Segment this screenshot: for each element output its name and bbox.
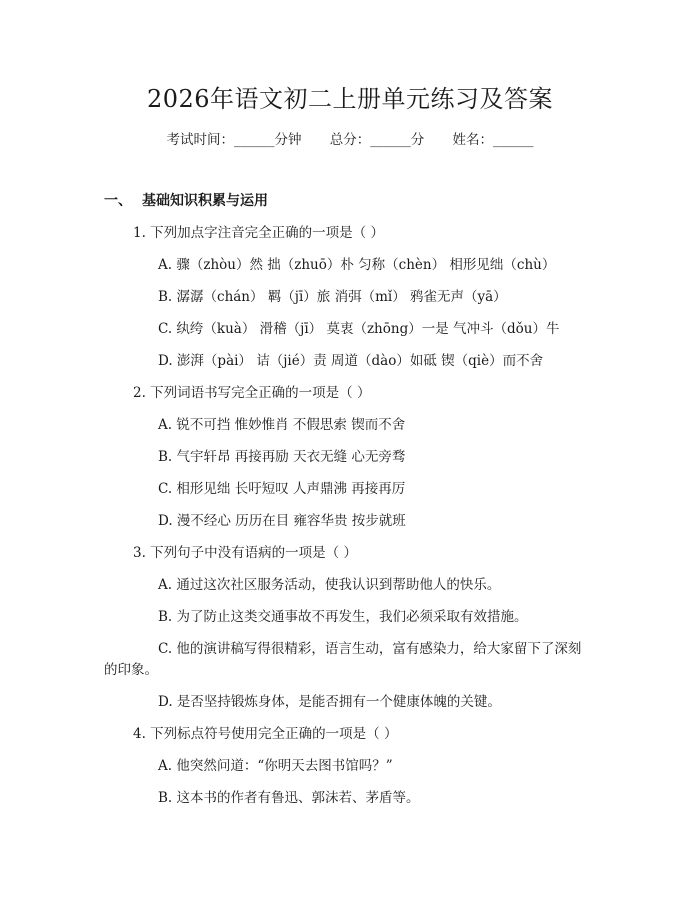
question-option: C. 纨绔（kuà） 滑稽（jī） 莫衷（zhōng）一是 气冲斗（dǒu）牛 <box>158 321 560 337</box>
total-score-field: 总分：______分 <box>329 132 425 148</box>
question-stem: 1. 下列加点字注音完全正确的一项是（ ） <box>133 225 384 241</box>
section-title: 基础知识积累与运用 <box>142 193 268 209</box>
question-option-continued: 的印象。 <box>104 662 158 678</box>
question-option: B. 这本书的作者有鲁迅、郭沫若、茅盾等。 <box>158 790 420 806</box>
question-option: D. 澎湃（pài） 诘（jié）责 周道（dào）如砥 锲（qiè）而不舍 <box>158 353 544 369</box>
question-stem: 4. 下列标点符号使用完全正确的一项是（ ） <box>133 726 398 742</box>
question-stem: 2. 下列词语书写完全正确的一项是（ ） <box>133 385 371 401</box>
question-option: C. 相形见绌 长吁短叹 人声鼎沸 再接再厉 <box>158 481 406 497</box>
question-option: D. 是否坚持锻炼身体，是能否拥有一个健康体魄的关键。 <box>158 694 501 710</box>
question-option: A. 通过这次社区服务活动，使我认识到帮助他人的快乐。 <box>158 577 501 593</box>
question-option: A. 锐不可挡 惟妙惟肖 不假思索 锲而不舍 <box>158 417 406 433</box>
exam-meta <box>0 130 700 150</box>
student-name-field: 姓名：______ <box>452 132 534 148</box>
section-number: 一、 <box>104 193 132 209</box>
question-option: B. 为了防止这类交通事故不再发生，我们必须采取有效措施。 <box>158 609 528 625</box>
page-title: 2026年语文初二上册单元练习及答案 <box>146 85 554 113</box>
question-option: C. 他的演讲稿写得很精彩，语言生动，富有感染力，给大家留下了深刻 <box>158 641 582 657</box>
question-stem: 3. 下列句子中没有语病的一项是（ ） <box>133 545 357 561</box>
question-option: A. 他突然问道：“你明天去图书馆吗？” <box>158 758 393 774</box>
exam-time-field: 考试时间：______分钟 <box>166 132 302 148</box>
question-option: A. 骤（zhòu）然 拙（zhuō）朴 匀称（chèn） 相形见绌（chù） <box>158 257 556 273</box>
question-option: B. 气宇轩昂 再接再励 天衣无缝 心无旁骛 <box>158 449 406 465</box>
question-option: B. 潺潺（chán） 羁（jī）旅 消弭（mǐ） 鸦雀无声（yā） <box>158 289 507 305</box>
question-option: D. 漫不经心 历历在目 雍容华贵 按步就班 <box>158 513 406 529</box>
